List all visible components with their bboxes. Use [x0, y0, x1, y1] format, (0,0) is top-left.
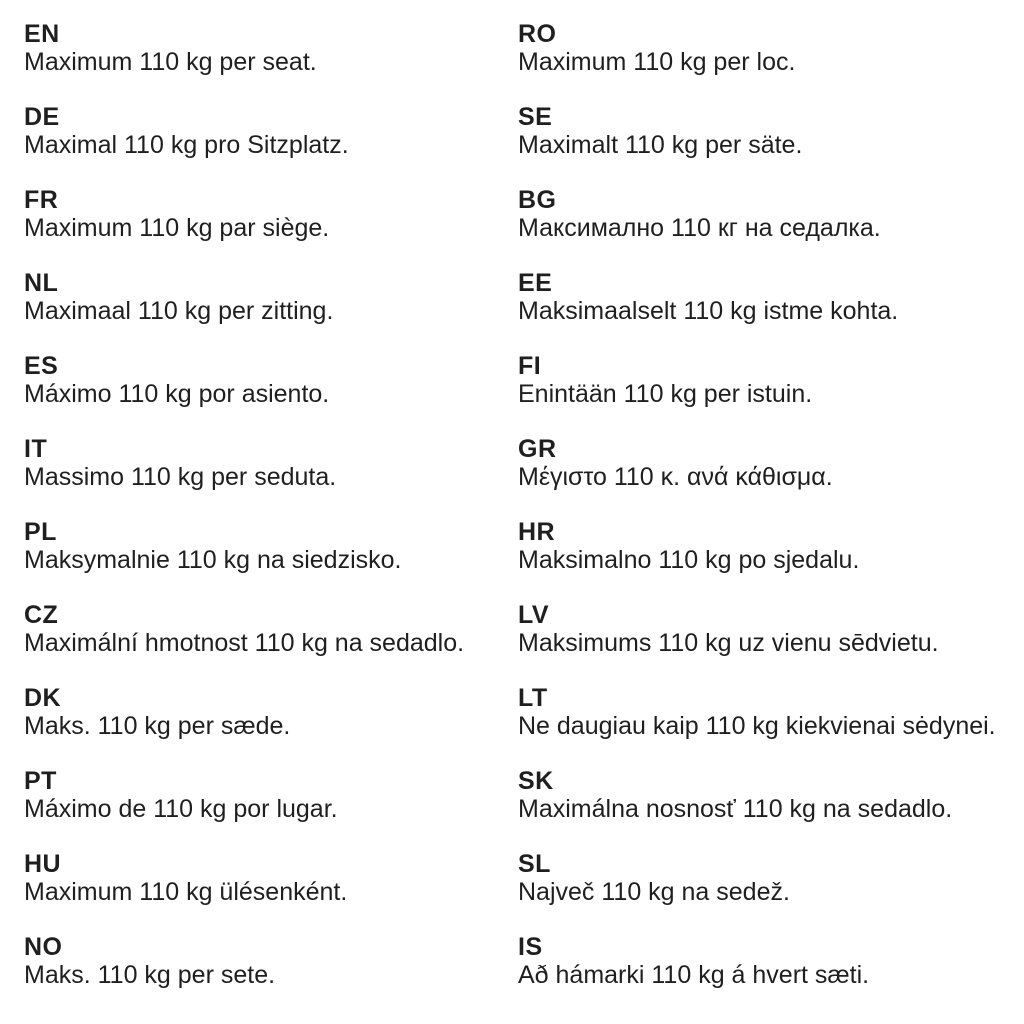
language-code-label: SL	[518, 850, 551, 878]
translation-text: Að hámarki 110 kg á hvert sæti.	[518, 961, 870, 989]
translation-text: Maks. 110 kg per sete.	[24, 961, 276, 989]
language-entry	[518, 186, 1014, 242]
language-code-label: NO	[24, 933, 63, 961]
translation-text: Максимално 110 кг на седалка.	[518, 214, 881, 242]
translation-text: Maximum 110 kg per seat.	[24, 48, 317, 76]
language-column-left	[24, 20, 518, 1016]
language-code-label: SE	[518, 103, 553, 131]
translation-text: Máximo 110 kg por asiento.	[24, 380, 330, 408]
translation-text: Maximal 110 kg pro Sitzplatz.	[24, 131, 349, 159]
language-code-label: FI	[518, 352, 542, 380]
translation-text: Maximalt 110 kg per säte.	[518, 131, 803, 159]
language-code-label: FR	[24, 186, 59, 214]
language-code-label: DK	[24, 684, 62, 712]
translation-text: Maximálna nosnosť 110 kg na sedadlo.	[518, 795, 953, 823]
language-code-label: HR	[518, 518, 556, 546]
language-entry	[24, 601, 518, 657]
language-entry	[518, 435, 1014, 491]
language-code-label: IS	[518, 933, 543, 961]
translation-text: Maks. 110 kg per sæde.	[24, 712, 291, 740]
language-code-label: EN	[24, 20, 60, 48]
language-entry	[24, 186, 518, 242]
language-entry	[24, 518, 518, 574]
language-column-right	[518, 20, 1014, 1016]
language-entry	[518, 20, 1014, 76]
language-code-label: IT	[24, 435, 48, 463]
language-code-label: NL	[24, 269, 59, 297]
language-entry	[518, 684, 1014, 740]
language-code-label: RO	[518, 20, 557, 48]
language-entry	[518, 352, 1014, 408]
language-entry	[24, 435, 518, 491]
translation-text: Največ 110 kg na sedež.	[518, 878, 790, 906]
language-code-label: HU	[24, 850, 62, 878]
translation-text: Enintään 110 kg per istuin.	[518, 380, 813, 408]
language-code-label: CZ	[24, 601, 59, 629]
translation-text: Massimo 110 kg per seduta.	[24, 463, 337, 491]
translation-text: Maximum 110 kg ülésenként.	[24, 878, 348, 906]
translation-text: Máximo de 110 kg por lugar.	[24, 795, 338, 823]
language-entry	[24, 103, 518, 159]
language-code-label: BG	[518, 186, 557, 214]
translation-text: Maximaal 110 kg per zitting.	[24, 297, 334, 325]
translation-text: Maksimaalselt 110 kg istme kohta.	[518, 297, 899, 325]
language-entry	[518, 269, 1014, 325]
language-code-label: LT	[518, 684, 548, 712]
translation-text: Maximum 110 kg per loc.	[518, 48, 796, 76]
translation-text: Μέγιστο 110 κ. ανά κάθισμα.	[518, 463, 833, 491]
language-entry	[24, 850, 518, 906]
language-code-label: EE	[518, 269, 553, 297]
language-entry	[518, 518, 1014, 574]
language-code-label: GR	[518, 435, 557, 463]
language-entry	[518, 103, 1014, 159]
translation-text: Maksimums 110 kg uz vienu sēdvietu.	[518, 629, 939, 657]
language-code-label: SK	[518, 767, 554, 795]
translation-text: Maksimalno 110 kg po sjedalu.	[518, 546, 860, 574]
language-entry	[24, 684, 518, 740]
translation-text: Maximální hmotnost 110 kg na sedadlo.	[24, 629, 465, 657]
translation-text: Maksymalnie 110 kg na siedzisko.	[24, 546, 402, 574]
language-code-label: PT	[24, 767, 57, 795]
language-entry	[24, 20, 518, 76]
language-entry	[24, 352, 518, 408]
language-entry	[24, 933, 518, 989]
language-code-label: LV	[518, 601, 550, 629]
language-entry	[518, 850, 1014, 906]
language-entry	[24, 269, 518, 325]
translation-text: Maximum 110 kg par siège.	[24, 214, 330, 242]
language-code-label: PL	[24, 518, 57, 546]
language-code-label: DE	[24, 103, 60, 131]
language-entry	[518, 601, 1014, 657]
language-code-label: ES	[24, 352, 59, 380]
language-entry	[518, 767, 1014, 823]
language-entry	[24, 767, 518, 823]
translation-text: Ne daugiau kaip 110 kg kiekvienai sėdynei.	[518, 712, 996, 740]
language-entry	[518, 933, 1014, 989]
